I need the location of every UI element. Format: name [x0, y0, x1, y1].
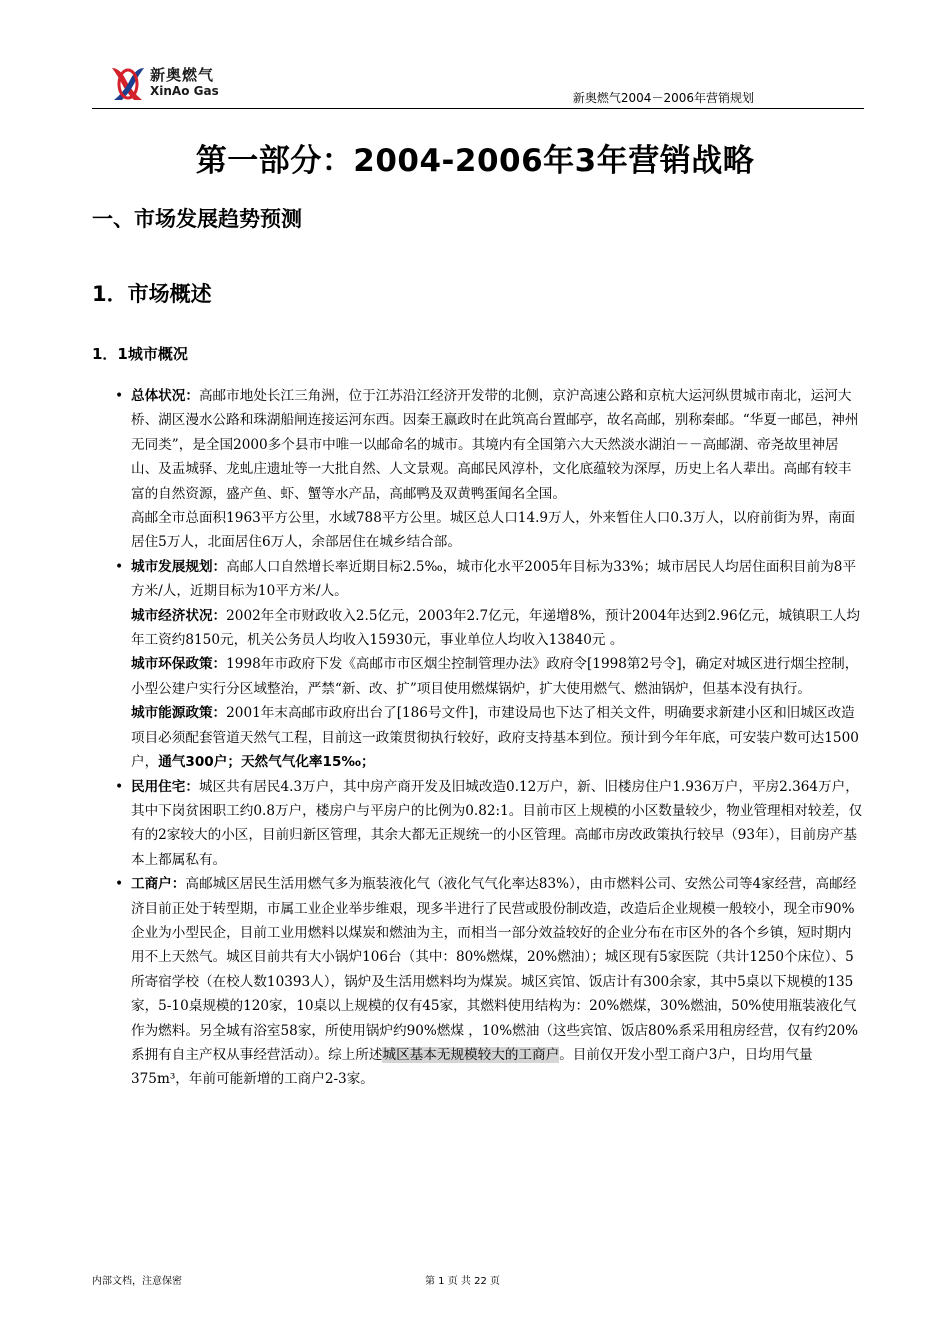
- body-content: [115, 384, 865, 1092]
- bullet-icon: •: [115, 778, 124, 795]
- footer-confidential: 内部文档，注意保密: [92, 1276, 182, 1287]
- bullet-icon: •: [115, 876, 124, 893]
- para-label: 总体状况：: [131, 388, 199, 404]
- bullet-icon: •: [115, 388, 124, 404]
- header-doc-title: 新奥燃气2004－2006年营销规划: [572, 91, 754, 105]
- para-commercial: [115, 872, 865, 1092]
- para-text: 2002年全市财政收入2.5亿元，2003年2.7亿元，年递增8%，预计2004年达到2.96亿元，城镇职工人均年工资约8150元，机关公务员人均收入15930元，事业单位人均收入13840元 。: [131, 607, 861, 649]
- para-residential: [115, 775, 865, 873]
- logo-cn-text: 新奥燃气: [150, 66, 215, 84]
- para-label: 民用住宅：: [131, 778, 199, 795]
- para-text: 。目前仅开发小型工商户3户，日均用气量375m³，年前可能新增的工商户2-3家。: [131, 1046, 813, 1088]
- highlighted-text: 城区基本无规模较大的工商户: [382, 1046, 560, 1063]
- para-env: [115, 652, 865, 701]
- para-economy: [115, 604, 865, 653]
- para-general: [115, 384, 865, 506]
- para-text: 2001年末高邮市政府出台了[186号文件]，市建设局也下达了相关文件，明确要求新建小区和旧城区改造项目必须配套管道天然气工程，目前这一政策贯彻执行较好，政府支持基本到位。预计到今年年底，可安装户数可达1500户，: [131, 705, 859, 771]
- part-title: 第一部分：2004-2006年3年营销战略: [195, 143, 755, 179]
- logo-en-text: XinAo Gas: [150, 84, 219, 98]
- para-text: 城区共有居民4.3万户，其中房产商开发及旧城改造0.12万户，新、旧楼房住户1.936万户，平房2.364万户，其中下岗贫困职工约0.8万户，楼房户与平房户的比例为0.82:1。目前市区上规模的小区数量较少，物业管理相对较差，仅有的2家较大的小区，目前归新区管理，其余大都无正规统一的小区管理。高邮市房改政策执行较早（93年），目前房产基本上都属私有。: [131, 778, 863, 868]
- bullet-icon: •: [115, 558, 124, 575]
- para-label: 城市发展规划：: [131, 558, 227, 575]
- page-header: [92, 58, 864, 109]
- para-label: 城市能源政策：: [131, 705, 227, 722]
- para-text: 高邮人口自然增长率近期目标2.5‰，城市化水平2005年目标为33%；城市居民人均居住面积目前为8平方米/人，近期目标为10平方米/人。: [131, 558, 857, 600]
- para-general-2: [115, 506, 865, 555]
- section-title: 一、市场发展趋势预测: [92, 207, 302, 231]
- subsubsection-title: 1．1城市概况: [92, 345, 188, 363]
- para-energy: [115, 701, 865, 774]
- para-text: 高邮全市总面积1963平方公里，水域788平方公里。城区总人口14.9万人，外来暂住人口0.3万人，以府前街为界，南面居住5万人，北面居住6万人，余部居住在城乡结合部。: [131, 510, 856, 551]
- xinao-logo-icon: [106, 64, 150, 104]
- para-label: 城市经济状况：: [131, 607, 227, 624]
- para-text: 高邮城区居民生活用燃气多为瓶装液化气（液化气气化率达83%），由市燃料公司、安然公司等4家经营，高邮经济目前正处于转型期，市属工业企业举步维艰，现多半进行了民营或股份制改造，改造后企业规模一般较小，现全市90%企业为小型民企，目前工业用燃料以煤炭和燃油为主，而相当一部分效益较好的企业分布在市区外的各个乡镇，短时期内用不上天然气。城区目前共有大小锅炉106台（其中：80%燃煤，20%燃油）；城区现有5家医院（共计1250个床位）、5所寄宿学校（在校人数10393人），锅炉及生活用燃料均为煤炭。城区宾馆、饭店计有300余家，其中5桌以下规模的135家，5-10桌规模的120家，10桌以上规模的仅有45家，其燃料使用结构为：20%燃煤，30%燃油，50%使用瓶装液化气作为燃料。另全城有浴室58家，所使用锅炉约90%燃煤 ，10%燃油（这些宾馆、饭店80%系采用租房经营，仅有约20%系拥有自主产权从事经营活动）。综上所述: [131, 876, 859, 1063]
- para-emphasis: 通气300户；天然气气化率15‰；: [158, 754, 375, 771]
- subsection-title: 1．市场概述: [92, 282, 212, 306]
- para-label: 城市环保政策：: [131, 656, 227, 673]
- para-text: 1998年市政府下发《高邮市市区烟尘控制管理办法》政府令[1998第2号令]，确定对城区进行烟尘控制，小型公建户实行分区域整治，严禁“新、改、扩”项目使用燃煤锅炉，扩大使用燃气、燃油锅炉，但基本没有执行。: [131, 656, 859, 697]
- para-label: 工商户：: [131, 876, 186, 893]
- footer-page-number: 第 1 页 共 22 页: [425, 1276, 500, 1287]
- para-planning: [115, 555, 865, 604]
- para-text: 高邮市地处长江三角洲，位于江苏沿江经济开发带的北侧，京沪高速公路和京杭大运河纵贯城市南北，运河大桥、湖区漫水公路和珠湖船闸连接运河东西。因秦王嬴政时在此筑高台置邮亭，故名高邮，别称秦邮。“华夏一邮邑，神州无同类”，是全国2000多个县市中唯一以邮命名的城市。其境内有全国第六大天然淡水湖泊－－高邮湖、帝尧故里神居山、及盂城驿、龙虬庄遗址等一大批自然、人文景观。高邮民风淳朴，文化底蕴较为深厚，历史上名人辈出。高邮有较丰富的自然资源，盛产鱼、虾、蟹等水产品，高邮鸭及双黄鸭蛋闻名全国。: [131, 388, 859, 502]
